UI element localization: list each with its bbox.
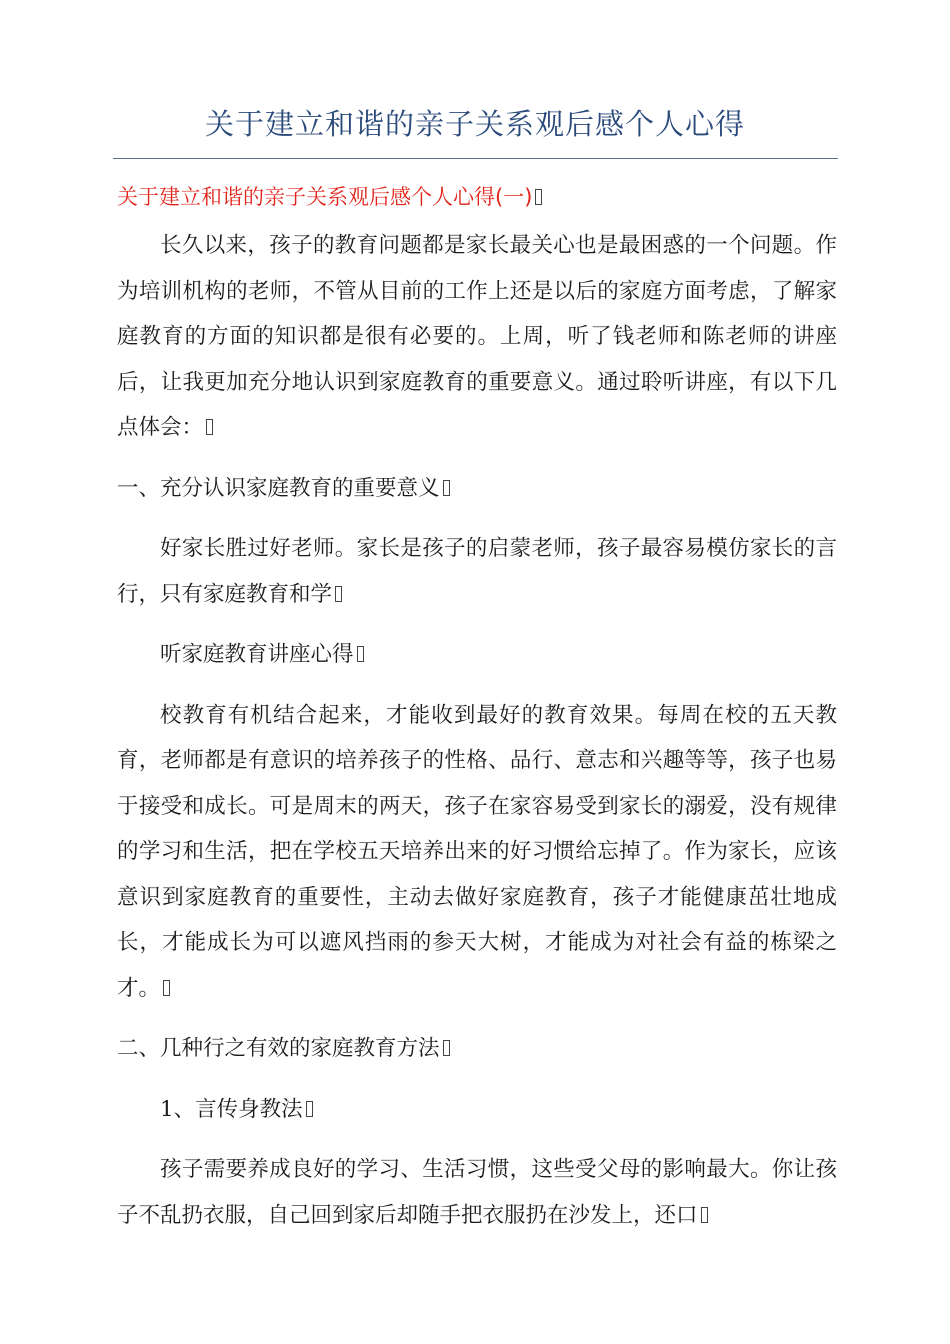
section-heading: 关于建立和谐的亲子关系观后感个人心得(一) — [117, 175, 837, 219]
paragraph-mark-icon — [443, 480, 450, 496]
paragraph-habits: 孩子需要养成良好的学习、生活习惯，这些受父母的影响最大。你让孩子不乱扔衣服，自己回到家后却随手把衣服扔在沙发上，还口 — [117, 1157, 837, 1228]
document-body — [117, 175, 837, 1238]
paragraph-school-education: 校教育有机结合起来，才能收到最好的教育效果。每周在校的五天教育，老师都是有意识的培养孩子的性格、品行、意志和兴趣等等，孩子也易于接受和成长。可是周末的两天，孩子在家容易受到家长的溺爱，没有规律的学习和生活，把在学校五天培养出来的好习惯给忘掉了。作为家长，应该意识到家庭教育的重要性，主动去做好家庭教育，孩子才能健康茁壮地成长，才能成长为可以遮风挡雨的参天大树，才能成为对社会有益的栋梁之才。 — [117, 702, 837, 1001]
paragraph-lecture-title: 听家庭教育讲座心得 — [117, 632, 837, 678]
subheading-one: 一、充分认识家庭教育的重要意义 — [117, 466, 837, 512]
subheading-two: 二、几种行之有效的家庭教育方法 — [117, 1026, 837, 1072]
paragraph-mark-icon — [701, 1207, 708, 1223]
paragraph-mark-icon — [535, 189, 542, 205]
subheading-method-one: 1、言传身教法 — [117, 1087, 837, 1133]
paragraph-mark-icon — [335, 586, 342, 602]
paragraph-mark-icon — [357, 646, 364, 662]
title-divider — [113, 158, 838, 159]
document-title: 关于建立和谐的亲子关系观后感个人心得 — [204, 107, 745, 141]
paragraph-intro: 长久以来，孩子的教育问题都是家长最关心也是最困惑的一个问题。作为培训机构的老师，不管从目前的工作上还是以后的家庭方面考虑，了解家庭教育的方面的知识都是很有必要的。上周，听了钱老师和陈老师的讲座后，让我更加充分地认识到家庭教育的重要意义。通过聆听讲座，有以下几点体会： — [117, 233, 837, 440]
paragraph-mark-icon — [443, 1040, 450, 1056]
paragraph-mark-icon — [163, 980, 170, 996]
paragraph-mark-icon — [306, 1101, 313, 1117]
paragraph-mark-icon — [206, 419, 213, 435]
paragraph-good-parents: 好家长胜过好老师。家长是孩子的启蒙老师，孩子最容易模仿家长的言行，只有家庭教育和学 — [117, 536, 837, 607]
